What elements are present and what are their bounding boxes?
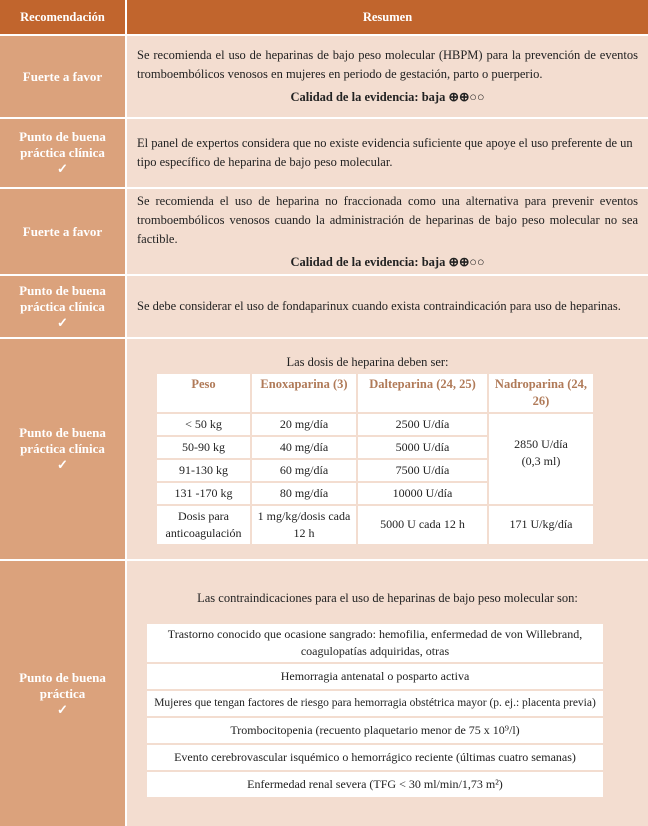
table-row [0, 189, 648, 276]
table-row [0, 339, 648, 561]
cell: 60 mg/día [251, 459, 357, 482]
col-dalteparina: Dalteparina (24, 25) [357, 373, 488, 413]
recommendation-strength: Punto de buena práctica [19, 669, 106, 701]
summary-text: Se recomienda el uso de heparina no fraccionada como una alternativa para prevenir eventos tromboembólicos venosos cuando la administración de heparinas de bajo peso molecular no sea factible. [137, 193, 638, 246]
summary-text: Se recomienda el uso de heparinas de bajo peso molecular (HBPM) para la prevención de eventos tromboembólicos venosos en mujeres en periodo de gestación, parto o puerperio. [137, 48, 638, 81]
recommendation-strength: Punto de buena práctica clínica [19, 425, 106, 456]
contraindications-table [145, 622, 605, 799]
cell: 2500 U/día [357, 413, 488, 436]
recommendation-strength: Punto de buena práctica clínica [19, 282, 106, 314]
evidence-quality: Calidad de la evidencia: baja ⊕⊕○○ [290, 90, 485, 104]
check-icon: ✓ [57, 314, 68, 330]
cell: 5000 U/día [357, 436, 488, 459]
cell: 50-90 kg [156, 436, 251, 459]
contraindication: Mujeres que tengan factores de riesgo para hemorragia obstétrica mayor (p. ej.: placenta previa) [146, 690, 604, 717]
check-icon: ✓ [57, 457, 68, 472]
cell: 80 mg/día [251, 482, 357, 505]
cell: Dosis para anticoagulación [156, 505, 251, 545]
cell: 131 -170 kg [156, 482, 251, 505]
header-recomendacion: Recomendación [0, 0, 127, 34]
contraindication: Evento cerebrovascular isquémico o hemorrágico reciente (últimas cuatro semanas) [146, 744, 604, 771]
header-resumen: Resumen [127, 0, 648, 34]
dose-table [155, 372, 595, 546]
check-icon: ✓ [57, 701, 68, 717]
cell: 7500 U/día [357, 459, 488, 482]
contra-intro: Las contraindicaciones para el uso de heparinas de bajo peso molecular son: [197, 590, 578, 605]
cell: 10000 U/día [357, 482, 488, 505]
cell: 1 mg/kg/dosis cada 12 h [251, 505, 357, 545]
table-row [0, 119, 648, 189]
table-row [0, 276, 648, 339]
col-peso: Peso [156, 373, 251, 413]
cell: 20 mg/día [251, 413, 357, 436]
col-nadroparina: Nadroparina (24, 26) [488, 373, 594, 413]
cell: 171 U/kg/día [488, 505, 594, 545]
summary-text: Se debe considerar el uso de fondaparinux cuando exista contraindicación para uso de heparinas. [137, 299, 621, 313]
table-row [0, 561, 648, 826]
dose-intro: Las dosis de heparina deben ser: [286, 354, 449, 369]
table-row [0, 36, 648, 119]
recommendation-strength: Punto de buena práctica clínica [19, 129, 106, 160]
header-row [0, 0, 648, 36]
check-icon: ✓ [57, 161, 68, 176]
cell: 91-130 kg [156, 459, 251, 482]
contraindication: Hemorragia antenatal o posparto activa [146, 663, 604, 690]
cell: < 50 kg [156, 413, 251, 436]
cell-nadroparina: 2850 U/día (0,3 ml) [488, 413, 594, 505]
contraindication: Trastorno conocido que ocasione sangrado: hemofilia, enfermedad de von Willebrand, coagulopatías adquiridas, otras [146, 623, 604, 663]
evidence-quality: Calidad de la evidencia: baja ⊕⊕○○ [290, 254, 485, 269]
cell: 40 mg/día [251, 436, 357, 459]
contraindication: Trombocitopenia (recuento plaquetario menor de 75 x 10⁹/l) [146, 717, 604, 744]
col-enoxaparina: Enoxaparina (3) [251, 373, 357, 413]
cell: 5000 U cada 12 h [357, 505, 488, 545]
contraindication: Enfermedad renal severa (TFG < 30 ml/min/1,73 m²) [146, 771, 604, 798]
recommendation-strength: Fuerte a favor [0, 189, 127, 274]
summary-text: El panel de expertos considera que no existe evidencia suficiente que apoye el uso preferente de un tipo específico de heparina de bajo peso molecular. [137, 136, 633, 169]
recommendation-strength: Fuerte a favor [0, 36, 127, 117]
